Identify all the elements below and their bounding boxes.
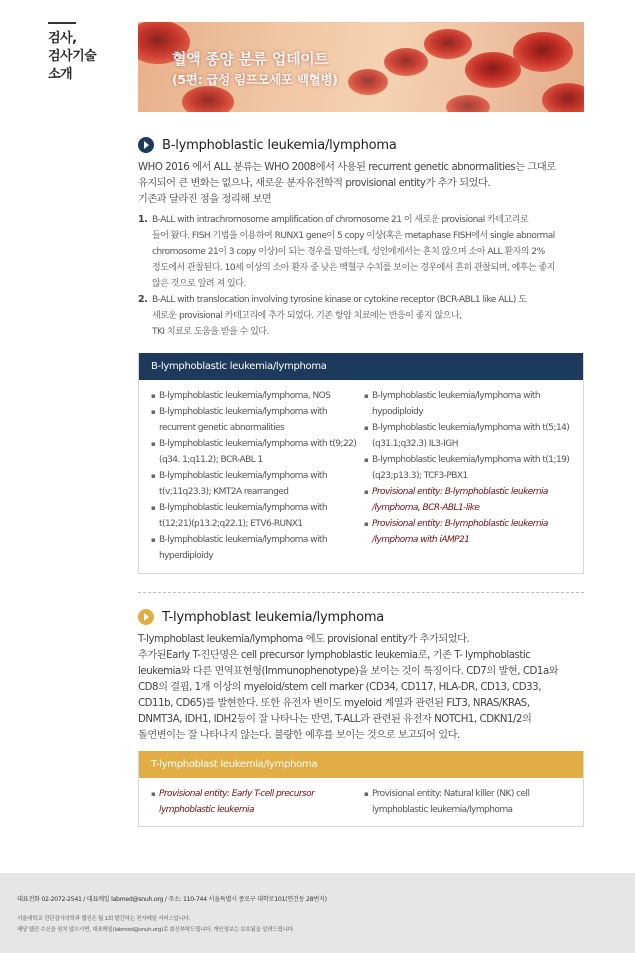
section-b-title: B-lymphoblastic leukemia/lymphoma [162,137,397,153]
item-line: 정도에서 관찰된다. 10세 이상의 소아 환자 중 낮은 백혈구 수치를 보이는 경우에서 흔히 관찰되며, 예후는 좋지 [152,263,555,273]
provisional-entity-item: ▪ Provisional entity: B-lymphoblastic leukemia /lymphoma, BCR-ABL1-like [364,484,571,516]
para-line: CD11b, CD65)를 발현한다. 또한 유전자 변이도 myeloid 계열과 관련된 FLT3, NRAS/KRAS, [138,698,530,709]
item-number: 1. [138,214,148,225]
b-box-header: B-lymphoblastic leukemia/lymphoma [139,353,583,380]
numbered-item-2 [138,292,586,340]
t-classification-box [138,751,584,827]
category-line: 소개 [48,67,73,82]
intro-line: WHO 2016 에서 ALL 분류는 WHO 2008에서 사용된 recurrent genetic abnormalities는 그대로 [138,162,556,173]
play-circle-icon [138,609,154,625]
section-b-intro [138,160,588,208]
classification-item: ▪ B-lymphoblastic leukemia/lymphoma with recurrent genetic abnormalities [151,404,358,436]
b-classification-box [138,353,584,574]
item-line: chromosome 21이 3 copy 이상)이 되는 경우를 말하는데, 성인에게서는 흔치 않으며 소아 ALL 환자의 2% [152,247,545,257]
provisional-entity-item: ▪ Provisional entity: B-lymphoblastic leukemia /lymphoma with iAMP21 [364,516,571,548]
classification-item: ▪ B-lymphoblastic leukemia/lymphoma with t(1;19)(q23;p13.3); TCF3-PBX1 [364,452,571,484]
intro-line: 유지되어 큰 변화는 없으나, 새로운 분자유전학적 provisional entity가 추가 되었다. [138,178,491,189]
t-box-header: T-lymphoblast leukemia/lymphoma [139,751,583,778]
classification-item: ▪ B-lymphoblastic leukemia/lymphoma with t(9;22)(q34. 1;q11.2); BCR-ABL 1 [151,436,358,468]
category-label [48,30,128,84]
section-divider [138,592,584,593]
classification-item: ▪ B-lymphoblastic leukemia/lymphoma with hypodiploidy [364,388,571,420]
section-t-heading [138,609,384,625]
footer-notice [17,914,294,936]
numbered-item-1 [138,212,586,292]
footer-contact: 대표전화 02-2072-2541 / 대표메일 labmed@snuh.org / 주소: 110-744 서울특별시 종로구 대학로101(연건동 28번지) [17,896,327,903]
provisional-entity-item: ▪ Provisional entity: Natural killer (NK) cell lymphoblastic leukemia/lymphoma [364,786,571,818]
para-line: T-lymphoblast leukemia/lymphoma 에도 provisional entity가 추가되었다. [138,634,470,645]
play-circle-icon [138,137,154,153]
item-line: 들어 왔다. FISH 기법을 이용하여 RUNX1 gene이 5 copy 이상(혹은 metaphase FISH에서 single abnormal [152,231,555,241]
section-b-heading [138,137,397,153]
para-line: 돌연변이는 잘 나타나지 않는다. 불량한 예후를 보이는 것으로 보고되어 있다. [138,730,460,741]
b-box-right-column [358,388,571,564]
classification-item: ▪ B-lymphoblastic leukemia/lymphoma, NOS [151,388,358,404]
item-line: B-ALL with intrachromosome amplification of chromosome 21 이 새로운 provisional 카테고리로 [152,215,529,225]
section-t-paragraph [138,632,588,744]
classification-item: ▪ B-lymphoblastic leukemia/lymphoma with t(v;11q23.3); KMT2A rearranged [151,468,358,500]
category-line: 검사기술 [48,49,97,64]
section-t-title: T-lymphoblast leukemia/lymphoma [162,609,385,625]
provisional-entity-item: ▪ Provisional entity: Early T-cell precursor lymphoblastic leukemia [151,786,358,818]
item-line: TKI 치료로 도움을 받을 수 있다. [152,327,269,337]
classification-item: ▪ B-lymphoblastic leukemia/lymphoma with t(5;14)(q31.1;q32.3) IL3-IGH [364,420,571,452]
banner-title: 혈액 종양 분류 업데이트 [172,50,329,68]
t-box-left-column [151,786,358,818]
b-box-left-column [151,388,358,564]
classification-item: ▪ B-lymphoblastic leukemia/lymphoma with t(12;21)(p13.2;q22.1); ETV6-RUNX1 [151,500,358,532]
footer-notice-line: 서울대학교 진단검사의학과 웹진은 월 1회 발간하는 전자메일 서비스입니다. [17,916,191,922]
para-line: leukemia와 다른 면역표현형(Immunophenotype)을 보이는 것이 특징이다. CD7의 발현, CD1a와 [138,666,559,677]
para-line: DNMT3A, IDH1, IDH2등이 잘 나타나는 반면, T-ALL과 관련된 유전자 NOTCH1, CDKN1/2의 [138,714,532,725]
side-divider [48,22,76,24]
item-line: 않은 것으로 알려 져 있다. [152,279,246,289]
banner-subtitle: (5편: 급성 림프모세포 백혈병) [172,72,338,87]
t-box-right-column [358,786,571,818]
classification-item: ▪ B-lymphoblastic leukemia/lymphoma with hyperdiploidy [151,532,358,564]
para-line: 추가된Early T-진단명은 cell precursor lymphoblastic leukemia로, 기존 T- lymphoblastic [138,650,531,661]
header-banner [138,22,584,112]
item-line: 새로운 provisional 카테고리에 추가 되었다. 기존 항암 치료에는 반응이 좋지 않으나, [152,311,462,321]
item-number: 2. [138,294,148,305]
item-line: B-ALL with translocation involving tyrosine kinase or cytokine receptor (BCR-ABL1 like ALL) 도 [152,295,527,305]
intro-line: 기존과 달라진 점을 정리해 보면 [138,194,272,205]
footer [0,873,635,953]
para-line: CD8의 결핍, 1개 이상의 myeloid/stem cell marker (CD34, CD117, HLA-DR, CD13, CD33, [138,682,541,693]
footer-notice-line: 해당 웹진 수신을 원치 않으시면, 대표메일(labmed@snuh.org)로 회신부탁드립니다. 개인정보는 보호됨을 알려드립니다. [17,927,295,933]
category-line: 검사, [48,31,77,46]
